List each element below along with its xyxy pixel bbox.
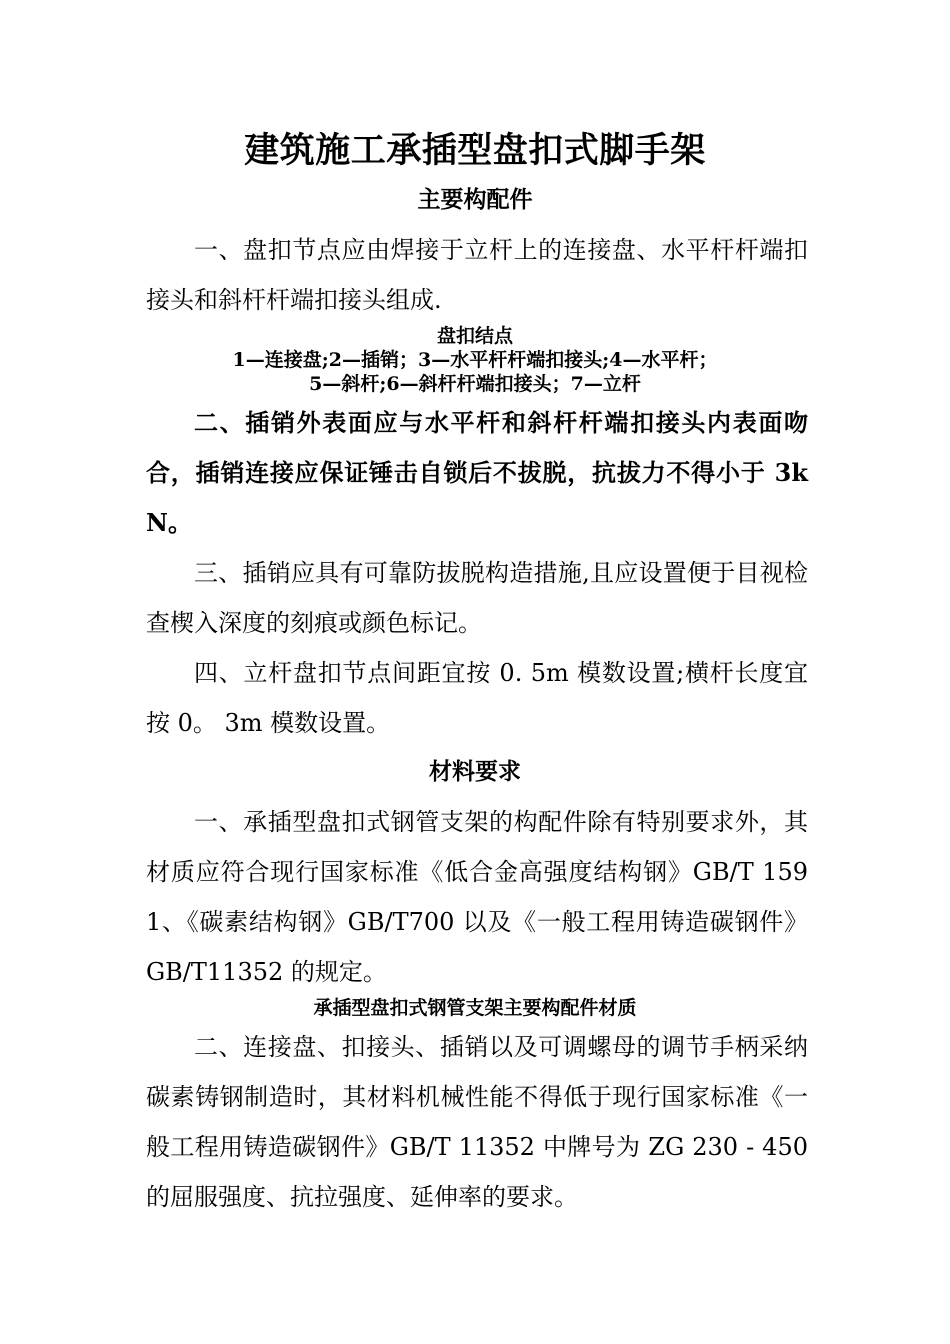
paragraph-components-4: 四、立杆盘扣节点间距宜按 0. 5m 模数设置;横杆长度宜按 0。 3m 模数设置。 <box>146 659 808 737</box>
figure-caption-title: 盘扣结点 <box>436 325 513 347</box>
document-title: 建筑施工承插型盘扣式脚手架 <box>244 130 706 171</box>
section-heading-materials: 材料要求 <box>429 758 521 785</box>
paragraph-components-1: 一、盘扣节点应由焊接于立杆上的连接盘、水平杆杆端扣接头和斜杆杆端扣接头组成. <box>146 236 808 314</box>
section-heading-components: 主要构配件 <box>417 186 533 213</box>
paragraph-components-2: 二、插销外表面应与水平杆和斜杆杆端扣接头内表面吻合，插销连接应保证锤击自锁后不拔脱，抗拔力不得小于 3kN。 <box>146 408 808 537</box>
table-caption-materials: 承插型盘扣式钢管支架主要构配件材质 <box>313 997 637 1019</box>
figure-caption-legend-line2: 5—斜杆;6—斜杆杆端扣接头；7—立杆 <box>309 373 641 395</box>
paragraph-materials-2: 二、连接盘、扣接头、插销以及可调螺母的调节手柄采纳碳素铸钢制造时，其材料机械性能不得低于现行国家标准《一般工程用铸造碳钢件》GB/T 11352 中牌号为 ZG 230 - 450 的屈服强度、抗拉强度、延伸率的要求。 <box>146 1033 808 1211</box>
paragraph-components-3: 三、插销应具有可靠防拔脱构造措施,且应设置便于目视检查楔入深度的刻痕或颜色标记。 <box>146 559 808 637</box>
figure-caption-legend-line1: 1—连接盘;2—插销；3—水平杆杆端扣接头;4—水平杆； <box>232 349 718 371</box>
paragraph-materials-1: 一、承插型盘扣式钢管支架的构配件除有特别要求外，其材质应符合现行国家标准《低合金高强度结构钢》GB/T 1591、《碳素结构钢》GB/T700 以及《一般工程用铸造碳钢件》GB/T11352 的规定。 <box>146 808 808 986</box>
